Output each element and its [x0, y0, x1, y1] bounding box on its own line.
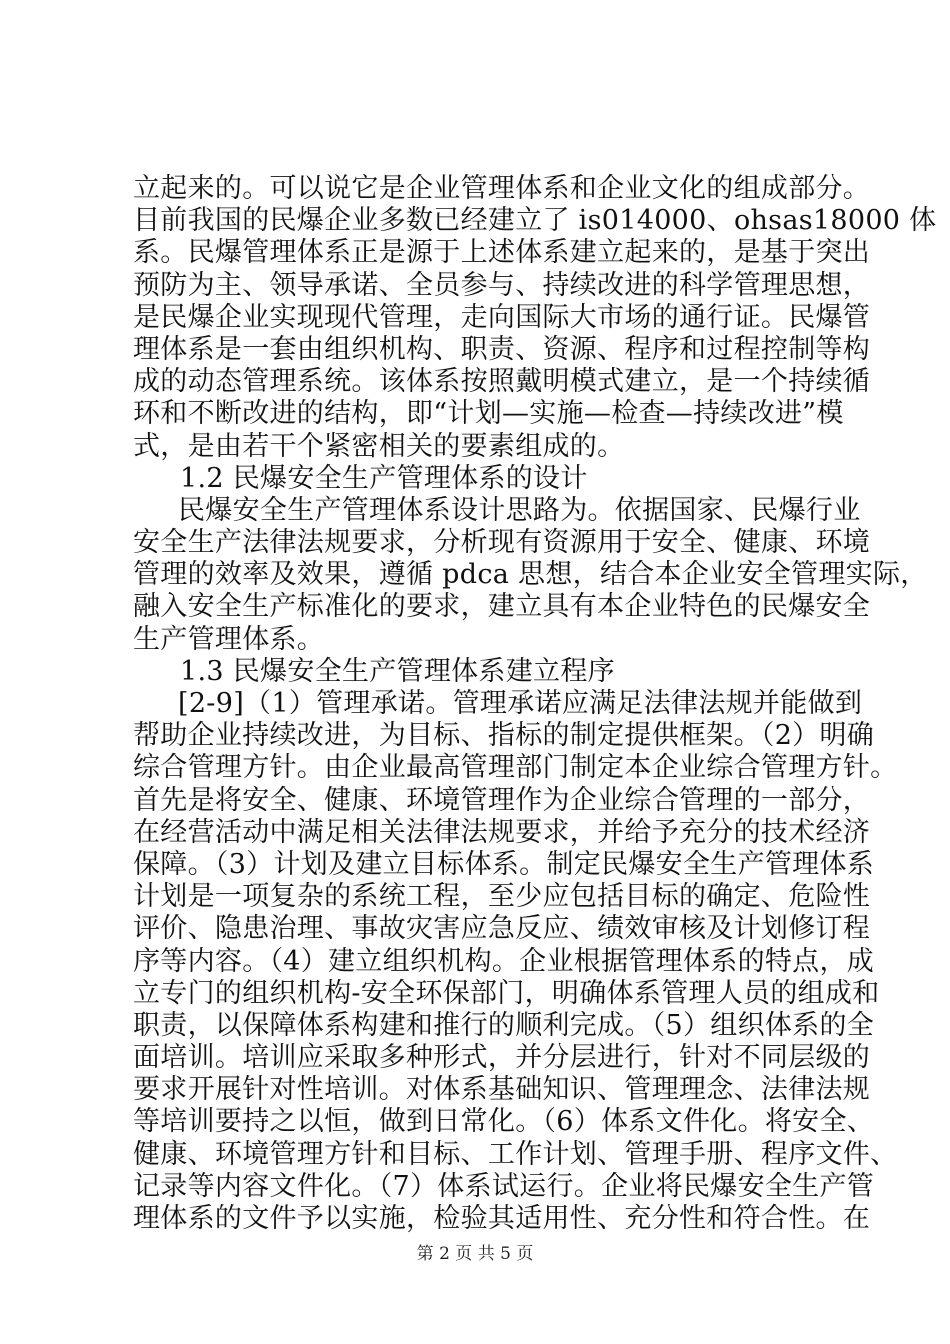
text-line: 记录等内容文件化。（7）体系试运行。企业将民爆安全生产管 — [133, 1170, 875, 1202]
text-line: 要求开展针对性培训。对体系基础知识、管理理念、法律法规 — [133, 1074, 871, 1106]
text-line: 综合管理方针。由企业最高管理部门制定本企业综合管理方针。 — [133, 752, 898, 784]
text-line: 环和不断改进的结构，即“计划—实施—检查—持续改进”模 — [133, 398, 844, 430]
paragraph-first-line: 民爆安全生产管理体系设计思路为。依据国家、民爆行业 — [178, 494, 861, 526]
section-heading: 1.3 民爆安全生产管理体系建立程序 — [180, 655, 615, 687]
page-footer: 第 2 页 共 5 页 — [416, 1244, 534, 1264]
text-line: 是民爆企业实现现代管理，走向国际大市场的通行证。民爆管 — [133, 301, 871, 333]
text-line: 式，是由若干个紧密相关的要素组成的。 — [133, 430, 625, 462]
body-text — [133, 173, 937, 1235]
text-line: 序等内容。（4）建立组织机构。企业根据管理体系的特点，成 — [133, 945, 875, 977]
text-line: 理体系的文件予以实施，检验其适用性、充分性和符合性。在 — [133, 1203, 871, 1234]
text-line: 健康、环境管理方针和目标、工作计划、管理手册、程序文件、 — [133, 1138, 898, 1170]
text-line: 面培训。培训应采取多种形式，并分层进行，针对不同层级的 — [133, 1042, 871, 1074]
text-line: 成的动态管理系统。该体系按照戴明模式建立，是一个持续循 — [133, 366, 871, 398]
text-line: 首先是将安全、健康、环境管理作为企业综合管理的一部分， — [133, 784, 871, 816]
text-line: 系。民爆管理体系正是源于上述体系建立起来的，是基于突出 — [133, 237, 871, 269]
text-line: 安全生产法律法规要求，分析现有资源用于安全、健康、环境 — [133, 527, 871, 559]
text-line: 生产管理体系。 — [133, 623, 325, 655]
text-line: 职责，以保障体系构建和推行的顺利完成。（5）组织体系的全 — [133, 1009, 875, 1041]
section-heading: 1.2 民爆安全生产管理体系的设计 — [180, 462, 588, 494]
text-line: 立专门的组织机构-安全环保部门，明确体系管理人员的组成和 — [133, 977, 880, 1009]
text-line: 融入安全生产标准化的要求，建立具有本企业特色的民爆安全 — [133, 591, 871, 623]
text-line: 保障。（3）计划及建立目标体系。制定民爆安全生产管理体系 — [133, 848, 875, 880]
text-line: 目前我国的民爆企业多数已经建立了 is014000、ohsas18000 体 — [133, 205, 937, 237]
text-line: 评价、隐患治理、事故灾害应急反应、绩效审核及计划修订程 — [133, 913, 871, 945]
text-line: 立起来的。可以说它是企业管理体系和企业文化的组成部分。 — [133, 173, 871, 204]
text-line: 管理的效率及效果，遵循 pdca 思想，结合本企业安全管理实际， — [133, 559, 928, 591]
text-line: 理体系是一套由组织机构、职责、资源、程序和过程控制等构 — [133, 333, 871, 365]
text-line: 等培训要持之以恒，做到日常化。（6）体系文件化。将安全、 — [133, 1106, 875, 1138]
text-line: 计划是一项复杂的系统工程，至少应包括目标的确定、危险性 — [133, 881, 871, 913]
text-line: 预防为主、领导承诺、全员参与、持续改进的科学管理思想， — [133, 269, 871, 301]
paragraph-first-line: [2-9]（1）管理承诺。管理承诺应满足法律法规并能做到 — [178, 688, 863, 719]
text-line: 在经营活动中满足相关法律法规要求，并给予充分的技术经济 — [133, 816, 871, 848]
text-line: 帮助企业持续改进，为目标、指标的制定提供框架。（2）明确 — [133, 720, 875, 752]
